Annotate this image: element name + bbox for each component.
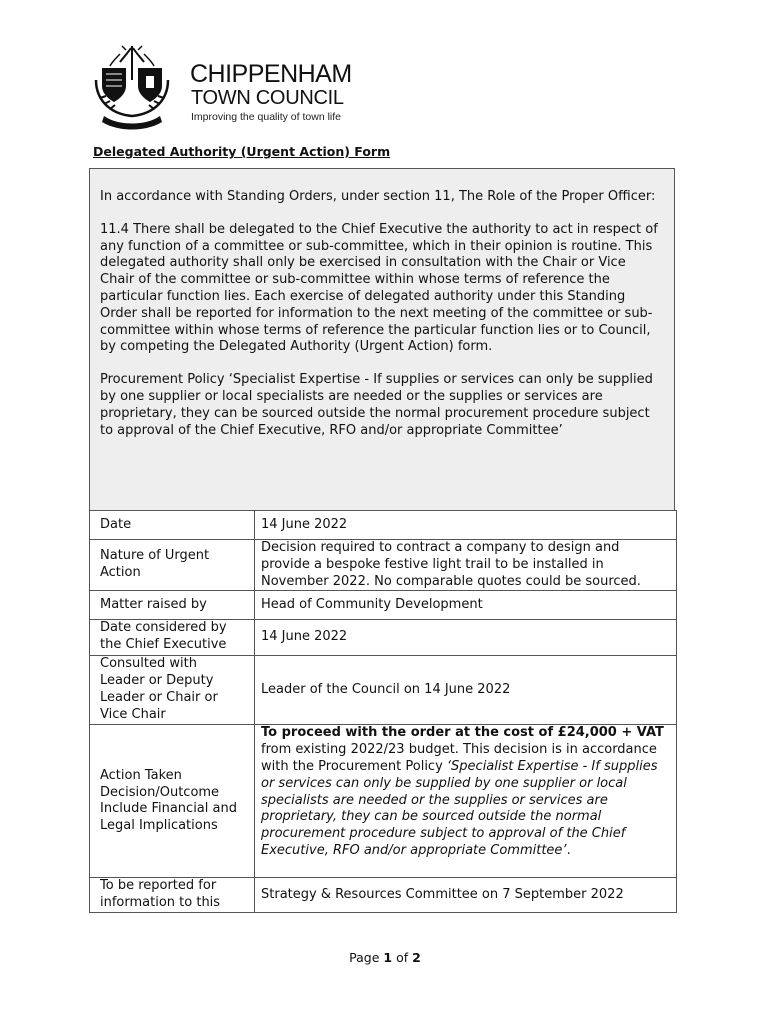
action-value-bold: To proceed with the order at the cost of £24,000 + VAT	[261, 725, 664, 741]
table-row	[90, 591, 677, 620]
matter-label: Matter raised by	[90, 591, 255, 620]
standing-orders-box	[89, 168, 675, 510]
date-label: Date	[90, 511, 255, 540]
intro-paragraph-3: Procurement Policy ‘Specialist Expertise - If supplies or services can only be supplied by one supplier or local specialists are needed or the supplies or services are proprietary, they can be sourced outside the normal procurement procedure subject to approval of the Chief Executive, RFO and/or appropriate Committee’	[100, 372, 653, 438]
urgent-action-details-table	[89, 510, 677, 913]
intro-paragraph-1: In accordance with Standing Orders, under section 11, The Role of the Proper Officer:	[100, 189, 656, 204]
table-row	[90, 540, 677, 591]
org-name-line1: CHIPPENHAM	[190, 60, 352, 88]
page-number	[0, 950, 770, 965]
nature-value: Decision required to contract a company to design and provide a bespoke festive light trail to be installed in November 2022. No comparable quotes could be sourced.	[255, 540, 677, 591]
table-row	[90, 620, 677, 656]
table-row	[90, 725, 677, 878]
of-word: of	[396, 950, 409, 965]
action-value-italic: ‘Specialist Expertise - If supplies or services can only be supplied by one supplier or local specialists are needed or the supplies or services are proprietary, they can be sourced outside the normal procurement procedure subject to approval of the Chief Executive, RFO and/or appropriate Committee’	[261, 758, 658, 858]
matter-value: Head of Community Development	[255, 591, 677, 620]
page-current: 1	[383, 950, 393, 965]
action-value-end: .	[566, 842, 571, 858]
intro-paragraph-2: 11.4 There shall be delegated to the Chief Executive the authority to act in respect of any function of a committee or sub-committee, which in their opinion is routine. This delegated authority shall only be exercised in consultation with the Chair or Vice Chair of the committee or sub-committee within whose terms of reference the particular function lies. Each exercise of delegated authority under this Standing Order shall be reported for information to the next meeting of the committee or sub-committee within whose terms of reference the particular function lies or to Council, by competing the Delegated Authority (Urgent Action) form.	[100, 221, 658, 355]
page-total: 2	[412, 950, 421, 965]
page-word: Page	[349, 950, 380, 965]
table-row	[90, 878, 677, 913]
consulted-value: Leader of the Council on 14 June 2022	[255, 656, 677, 725]
action-value	[255, 725, 677, 878]
reported-label: To be reported for information to this	[90, 878, 255, 913]
table-row	[90, 511, 677, 540]
considered-label: Date considered by the Chief Executive	[90, 620, 255, 656]
action-value-plain: from existing 2022/23 budget. This decision is in accordance with the Procurement Policy	[261, 742, 657, 774]
consulted-label: Consulted with Leader or Deputy Leader or Chair or Vice Chair	[90, 656, 255, 725]
council-crest-icon	[90, 40, 175, 130]
org-tagline: Improving the quality of town life	[191, 111, 341, 123]
form-title: Delegated Authority (Urgent Action) Form	[93, 144, 391, 159]
considered-value: 14 June 2022	[255, 620, 677, 656]
reported-value: Strategy & Resources Committee on 7 September 2022	[255, 878, 677, 913]
action-label: Action Taken Decision/Outcome Include Financial and Legal Implications	[90, 725, 255, 878]
date-value: 14 June 2022	[255, 511, 677, 540]
table-row	[90, 656, 677, 725]
org-name-line2: TOWN COUNCIL	[191, 87, 344, 109]
nature-label: Nature of Urgent Action	[90, 540, 255, 591]
council-logo	[90, 40, 370, 135]
